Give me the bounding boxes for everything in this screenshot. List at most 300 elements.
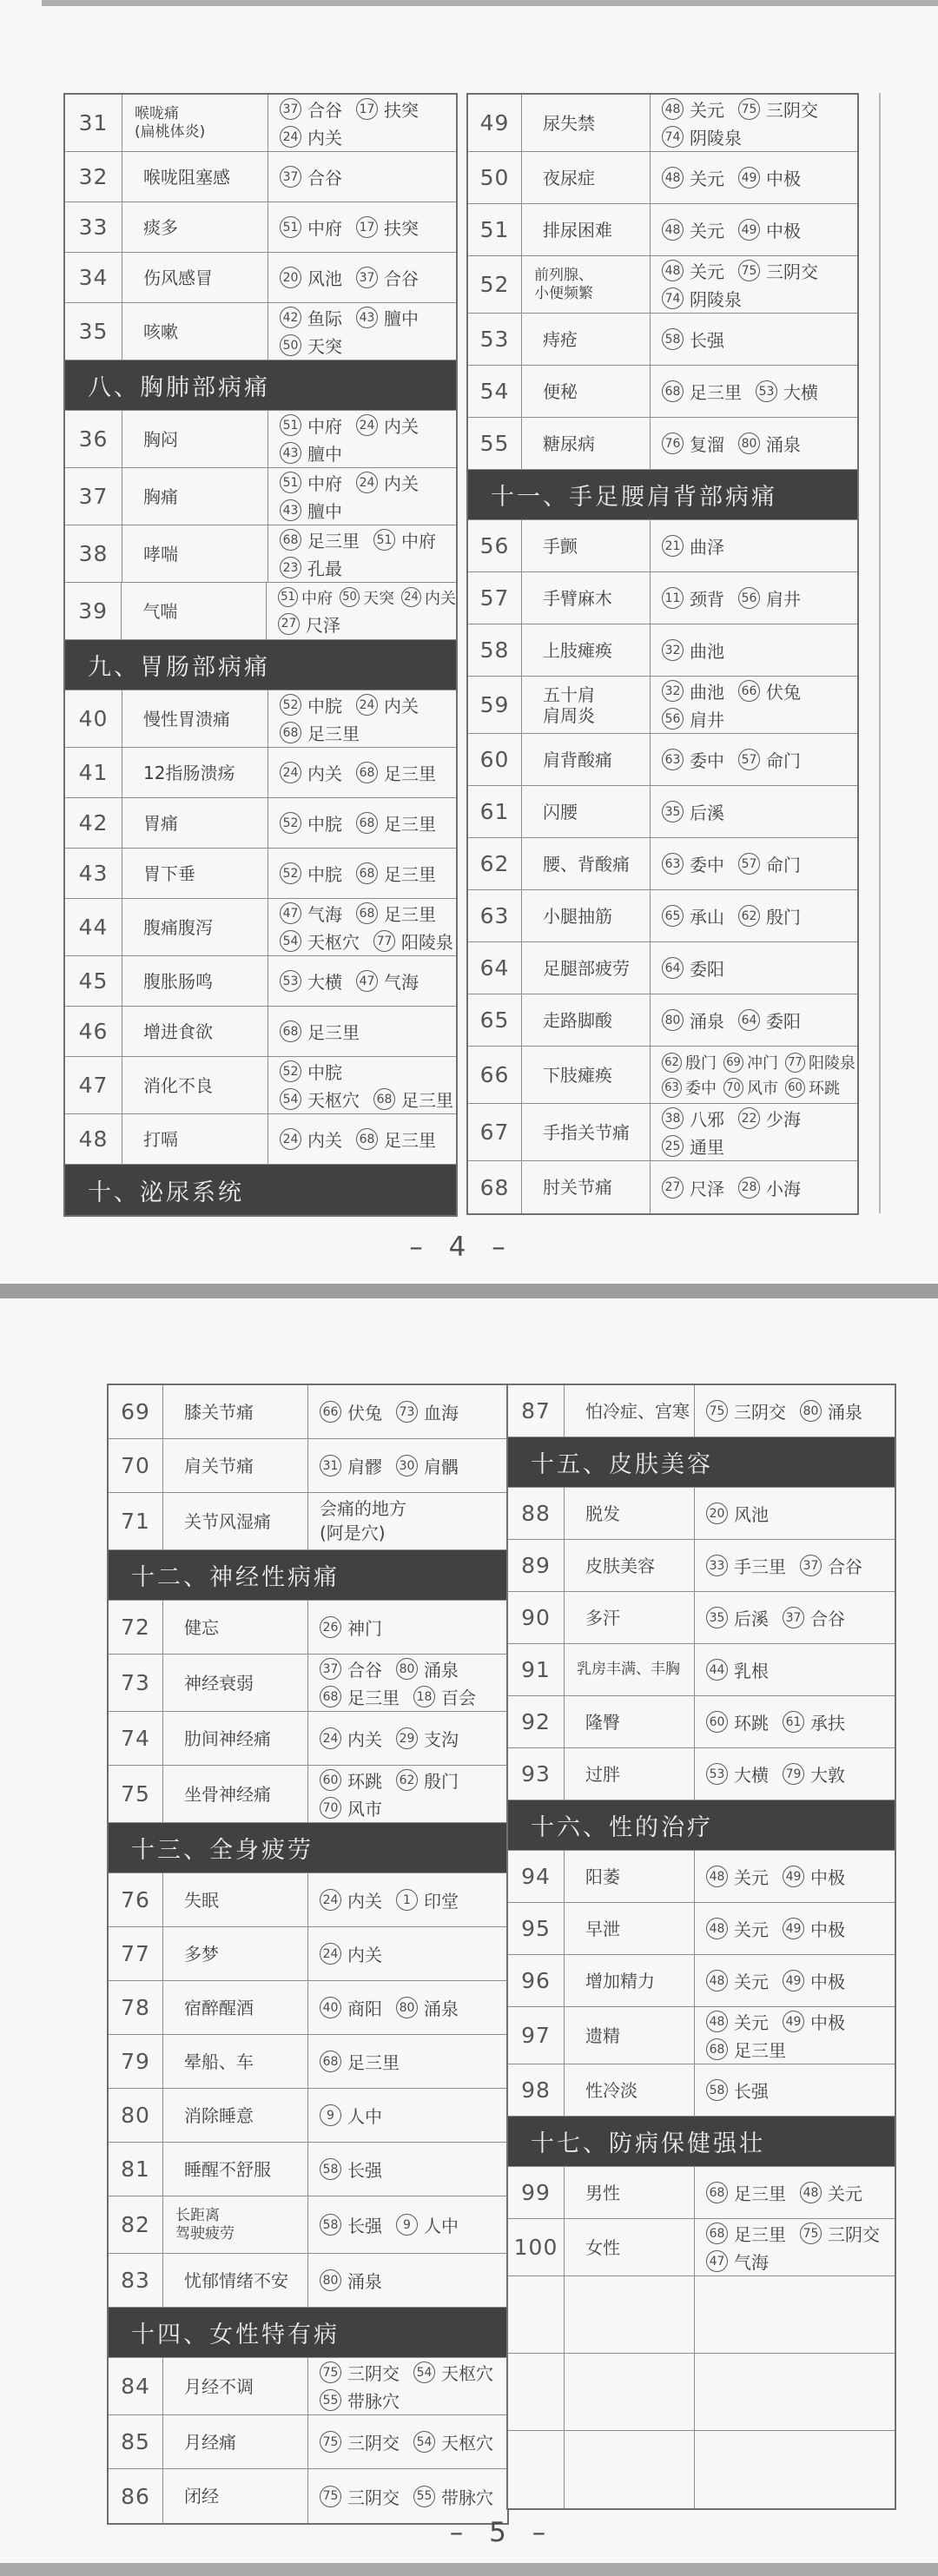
point-name: 伏兔 [347, 1403, 382, 1423]
symptom-cell [163, 1493, 308, 1549]
point-number-badge: 43 [280, 442, 301, 464]
acupoint [662, 217, 724, 242]
point-name: 内关 [307, 763, 342, 784]
point-number-badge: 70 [723, 1078, 743, 1098]
table-row [508, 1748, 895, 1800]
acupoint [662, 799, 724, 824]
points-cell [308, 2469, 507, 2523]
section-header [508, 2117, 895, 2167]
row-number: 42 [65, 798, 122, 848]
acupoint [340, 586, 394, 609]
point-number-badge: 49 [783, 1918, 804, 1939]
row-number: 92 [508, 1696, 565, 1747]
symptom-text: 膝关节痛 [184, 1401, 254, 1423]
row-number: 96 [508, 1955, 565, 2006]
table-row [65, 1114, 456, 1165]
symptom-text: 胸闷 [143, 428, 178, 450]
point-name: 带脉穴 [441, 2487, 493, 2508]
symptom-text: 五十肩 [543, 684, 595, 705]
row-number: 47 [65, 1057, 122, 1113]
acupoint [706, 1605, 769, 1630]
points-line [706, 1916, 895, 1941]
point-number-badge: 50 [340, 587, 360, 607]
point-name: 三阴交 [347, 2487, 400, 2508]
symptom-cell [565, 2276, 695, 2353]
point-name: 三阴交 [766, 100, 818, 121]
acupoint [356, 215, 419, 240]
symptom-cell [522, 890, 651, 941]
point-name: 中极 [810, 1919, 845, 1940]
row-number: 33 [65, 202, 122, 252]
acupoint [800, 2221, 880, 2246]
point-number-badge: 76 [662, 433, 684, 454]
point-name: 委阳 [690, 959, 724, 980]
points-cell [308, 1766, 507, 1822]
points-cell [695, 2007, 895, 2064]
acupoint [356, 265, 419, 290]
row-number: 55 [468, 418, 522, 469]
symptom-text: 多汗 [585, 1607, 620, 1628]
points-line [706, 1605, 895, 1630]
points-line [706, 1553, 895, 1578]
acupoint [373, 1087, 453, 1112]
acupoint [738, 1175, 801, 1200]
point-number-badge: 68 [356, 1128, 378, 1150]
acupoint [320, 1941, 382, 1966]
point-name: 通里 [690, 1137, 724, 1158]
point-number-badge: 68 [320, 1686, 341, 1707]
point-name: 百会 [441, 1688, 476, 1708]
acupoint [320, 2429, 400, 2454]
symptom-cell [163, 1601, 308, 1654]
point-name: 血海 [424, 1403, 459, 1423]
acupoint [738, 747, 801, 772]
table-row [508, 2064, 895, 2117]
points-line [662, 217, 857, 242]
symptom-cell [565, 2007, 695, 2064]
points-line [320, 2360, 507, 2385]
acupoint [783, 1761, 845, 1787]
point-name: 三阴交 [347, 2363, 400, 2384]
symptom-text: 小便频繁 [534, 284, 593, 302]
points-cell [651, 572, 857, 624]
points-cell [695, 1851, 895, 1902]
point-name: 长强 [734, 2081, 769, 2102]
point-number-badge: 64 [662, 957, 684, 979]
points-line [706, 1709, 895, 1734]
point-name: 带脉穴 [347, 2391, 400, 2412]
row-number: 52 [468, 256, 522, 313]
points-line [662, 799, 857, 824]
points-line [320, 1684, 507, 1709]
acupoint [356, 760, 436, 785]
table-row [65, 798, 456, 849]
acupoint [320, 1726, 382, 1751]
row-number: 82 [109, 2196, 163, 2253]
table-row [508, 1644, 895, 1696]
row-number: 86 [109, 2469, 163, 2523]
acupoint [356, 692, 419, 717]
point-name: 神门 [347, 1618, 382, 1639]
point-number-badge: 58 [320, 2214, 341, 2236]
points-line [662, 1106, 857, 1131]
point-number-badge: 37 [280, 166, 301, 188]
point-name: 环跳 [347, 1771, 382, 1792]
points-line [706, 1398, 895, 1423]
acupoint [706, 2221, 786, 2246]
acupoint [356, 470, 419, 495]
point-name: 天枢穴 [307, 932, 360, 953]
point-number-badge: 24 [320, 1889, 341, 1911]
page-number-4: – 4 – [409, 1232, 514, 1263]
points-line [706, 2009, 895, 2034]
acupoint [280, 555, 342, 580]
symptom-cell [565, 1385, 695, 1437]
acupoint [356, 305, 419, 330]
symptom-cell [122, 468, 268, 525]
acupoint [396, 1453, 459, 1478]
point-name: 手三里 [734, 1556, 786, 1577]
acupoint [280, 305, 342, 330]
points-cell [268, 525, 456, 582]
table-row [468, 572, 857, 624]
points-line [320, 1399, 507, 1424]
point-name: 关元 [828, 2183, 862, 2204]
point-name: 阳陵泉 [809, 1054, 855, 1073]
acupoint [662, 165, 724, 190]
row-number: 63 [468, 890, 522, 941]
acupoint [785, 1076, 840, 1099]
symptom-text: 过胖 [585, 1763, 620, 1785]
point-name: 肩髎 [347, 1456, 382, 1477]
row-number: 70 [109, 1439, 163, 1492]
row-number: 34 [65, 253, 122, 302]
table-row [65, 411, 456, 468]
points-line [320, 1726, 507, 1751]
points-cell [651, 366, 857, 417]
acupoint [706, 1553, 786, 1578]
acupoint [738, 165, 801, 190]
table-row [65, 899, 456, 956]
acupoint [356, 413, 419, 438]
point-number-badge: 64 [738, 1009, 760, 1031]
point-number-badge: 80 [396, 1997, 418, 2018]
section-header [65, 640, 456, 690]
point-name: 足三里 [307, 531, 360, 552]
points-cell [308, 2415, 507, 2468]
symptom-cell [122, 202, 268, 252]
point-number-badge: 48 [662, 260, 684, 281]
points-cell [308, 1439, 507, 1492]
point-name: 关元 [734, 1919, 769, 1940]
points-line [706, 2077, 895, 2103]
row-number: 77 [109, 1927, 163, 1980]
point-number-badge: 48 [662, 167, 684, 188]
symptom-text: 伤风感冒 [143, 267, 213, 288]
acupoint [280, 164, 342, 189]
point-name: 合谷 [347, 1660, 382, 1681]
point-name: 内关 [307, 1130, 342, 1151]
points-cell [651, 786, 857, 837]
points-line [280, 968, 456, 994]
table-row [65, 690, 456, 748]
table-row [109, 1655, 507, 1712]
row-number: 94 [508, 1851, 565, 1902]
table-row [508, 1955, 895, 2007]
acupoint [356, 861, 436, 886]
acupoint [662, 124, 742, 149]
symptom-text: 尿失禁 [543, 112, 595, 134]
section-label: 十四、女性特有病 [131, 2322, 340, 2348]
acupoint [662, 903, 724, 928]
points-line [706, 2037, 895, 2062]
point-name: 涌泉 [424, 1660, 459, 1681]
point-number-badge: 25 [662, 1135, 684, 1157]
symptom-text: 排尿困难 [543, 219, 612, 241]
acupoint [662, 1076, 717, 1099]
acupoint [662, 1133, 724, 1159]
acupoint [320, 1795, 382, 1820]
point-name: 中脘 [307, 696, 342, 717]
points-cell [695, 2354, 895, 2430]
table-row [508, 1696, 895, 1748]
point-number-badge: 22 [738, 1107, 760, 1129]
points-line [280, 305, 456, 330]
symptom-cell [522, 1161, 651, 1213]
point-number-badge: 27 [278, 613, 300, 635]
table-row [468, 1161, 857, 1213]
points-line [662, 637, 857, 663]
symptom-cell [522, 677, 651, 733]
page-number-5: – 5 – [449, 2517, 555, 2548]
acupoint [373, 527, 436, 552]
point-number-badge: 68 [662, 380, 684, 402]
point-number-badge: 35 [706, 1607, 728, 1628]
row-number: 68 [468, 1161, 522, 1213]
acupoint [356, 901, 436, 926]
table-row [508, 2276, 895, 2354]
points-cell [695, 1592, 895, 1643]
point-name: 鱼际 [307, 308, 342, 329]
point-name: 内关 [384, 416, 419, 437]
points-line [706, 1501, 895, 1526]
point-number-badge: 48 [662, 219, 684, 241]
points-cell [695, 1903, 895, 1954]
acupoint [280, 1087, 360, 1112]
acupoint [706, 1864, 769, 1889]
points-cell [308, 2035, 507, 2088]
symptom-cell [163, 2196, 308, 2253]
row-number: 57 [468, 572, 522, 624]
acupoint [738, 258, 818, 283]
point-number-badge: 20 [706, 1503, 728, 1524]
point-name: 关元 [734, 2012, 769, 2033]
point-number-badge: 65 [662, 905, 684, 927]
acupoint [662, 1007, 724, 1033]
points-cell [268, 748, 456, 797]
points-line [280, 861, 456, 886]
table-row [468, 624, 857, 677]
points-line [280, 124, 456, 149]
symptom-cell [163, 2035, 308, 2088]
points-line [320, 1656, 507, 1681]
acupoint [396, 1656, 459, 1681]
symptom-text: 痔疮 [543, 328, 578, 350]
table-row [109, 2415, 507, 2469]
points-line [706, 2221, 895, 2246]
table-row [109, 2469, 507, 2523]
symptom-cell [163, 1712, 308, 1765]
point-name: 足三里 [734, 2224, 786, 2245]
symptom-cell [522, 786, 651, 837]
symptom-cell [522, 256, 651, 313]
point-number-badge: 62 [738, 905, 760, 927]
point-name: 足三里 [734, 2183, 786, 2204]
point-name: 合谷 [384, 268, 419, 289]
acupoint [320, 1995, 382, 2020]
point-number-badge: 52 [280, 812, 301, 834]
points-line [706, 1864, 895, 1889]
row-number: 64 [468, 942, 522, 994]
acupoint [280, 1126, 342, 1152]
point-number-badge: 24 [280, 126, 301, 148]
points-line [280, 498, 456, 523]
symptom-text: 失眠 [184, 1889, 219, 1911]
row-number: 41 [65, 748, 122, 797]
points-cell [268, 849, 456, 898]
point-number-badge: 62 [662, 1053, 682, 1073]
point-number-badge: 63 [662, 749, 684, 770]
point-number-badge: 9 [396, 2214, 418, 2236]
points-cell [268, 468, 456, 525]
row-number: 35 [65, 303, 122, 360]
acupoint [413, 2360, 493, 2385]
row-number: 43 [65, 849, 122, 898]
point-name: 风市 [347, 1799, 382, 1820]
points-cell [268, 303, 456, 360]
table-row [468, 942, 857, 994]
table-row [65, 525, 456, 583]
symptom-text: 喉咙痛 [135, 105, 179, 123]
point-number-badge: 18 [413, 1686, 435, 1707]
page5-right-table [506, 1384, 896, 2510]
point-name: 内关 [347, 1729, 382, 1750]
acupoint [706, 1709, 769, 1734]
row-number: 65 [468, 994, 522, 1046]
acupoint [662, 585, 724, 611]
table-row [508, 1385, 895, 1437]
acupoint [706, 2249, 769, 2274]
symptom-text: 咳嗽 [143, 320, 178, 342]
symptom-text: 慢性胃溃痛 [143, 708, 230, 730]
point-name: 中脘 [307, 1062, 342, 1083]
row-number [508, 2276, 565, 2353]
point-name: 人中 [424, 2216, 459, 2236]
point-number-badge: 21 [662, 535, 684, 557]
point-number-badge: 27 [662, 1177, 684, 1199]
point-number-badge: 28 [738, 1177, 760, 1199]
table-row [65, 583, 456, 640]
points-cell [695, 1748, 895, 1800]
symptom-cell [163, 2089, 308, 2142]
acupoint [280, 215, 342, 240]
point-name: 天突 [307, 336, 342, 357]
table-row [65, 253, 456, 303]
points-line [662, 1175, 857, 1200]
point-name: 大敦 [810, 1765, 845, 1786]
point-name: 人中 [347, 2106, 382, 2127]
symptom-text: 喉咙阻塞感 [143, 166, 230, 188]
point-number-badge: 20 [280, 267, 301, 288]
point-number-badge: 48 [662, 98, 684, 120]
point-name: 大横 [734, 1765, 769, 1786]
points-cell [308, 1655, 507, 1711]
symptom-text: 神经衰弱 [184, 1672, 254, 1694]
point-name: 合谷 [307, 100, 342, 121]
point-name: 足三里 [307, 1022, 360, 1043]
points-line [320, 2268, 507, 2293]
table-row [468, 838, 857, 890]
points-line [320, 2429, 507, 2454]
table-row [508, 2354, 895, 2431]
acupoint [783, 1605, 845, 1630]
acupoint [662, 1175, 724, 1200]
points-line [280, 692, 456, 717]
section-header [508, 1437, 895, 1488]
symptom-text: 闪腰 [543, 801, 578, 822]
symptom-cell [522, 994, 651, 1046]
row-number: 39 [65, 583, 122, 639]
point-name: 中脘 [307, 814, 342, 835]
page-edge-bar-top [42, 0, 938, 6]
point-number-badge: 60 [320, 1769, 341, 1791]
symptom-cell [122, 849, 268, 898]
symptom-cell [122, 690, 268, 747]
row-number: 99 [508, 2167, 565, 2218]
point-name: 足三里 [347, 2052, 400, 2073]
acupoint [783, 2009, 845, 2034]
section-label: 十二、神经性病痛 [131, 1564, 340, 1591]
point-number-badge: 68 [356, 762, 378, 783]
acupoint [320, 2049, 400, 2074]
point-name: 长强 [347, 2160, 382, 2181]
point-number-badge: 44 [706, 1659, 728, 1681]
point-number-badge: 51 [373, 529, 395, 551]
points-line [662, 1133, 857, 1159]
points-cell [651, 418, 857, 469]
points-line [280, 760, 456, 785]
symptom-cell [122, 956, 268, 1006]
acupoint [785, 1051, 855, 1073]
symptom-cell [565, 1955, 695, 2006]
point-number-badge: 33 [706, 1555, 728, 1576]
point-name: 承山 [690, 907, 724, 928]
point-name: 气海 [384, 972, 419, 993]
points-line [662, 96, 857, 122]
table-row [109, 1873, 507, 1927]
acupoint [320, 2268, 382, 2293]
acupoint [723, 1076, 778, 1099]
section-header [65, 360, 456, 411]
acupoint [800, 1398, 862, 1423]
point-number-badge: 68 [280, 529, 301, 551]
point-number-badge: 49 [738, 219, 760, 241]
acupoint [320, 2103, 382, 2128]
points-line [662, 431, 857, 456]
points-cell [695, 2064, 895, 2116]
row-number: 97 [508, 2007, 565, 2064]
symptom-cell [565, 1903, 695, 1954]
